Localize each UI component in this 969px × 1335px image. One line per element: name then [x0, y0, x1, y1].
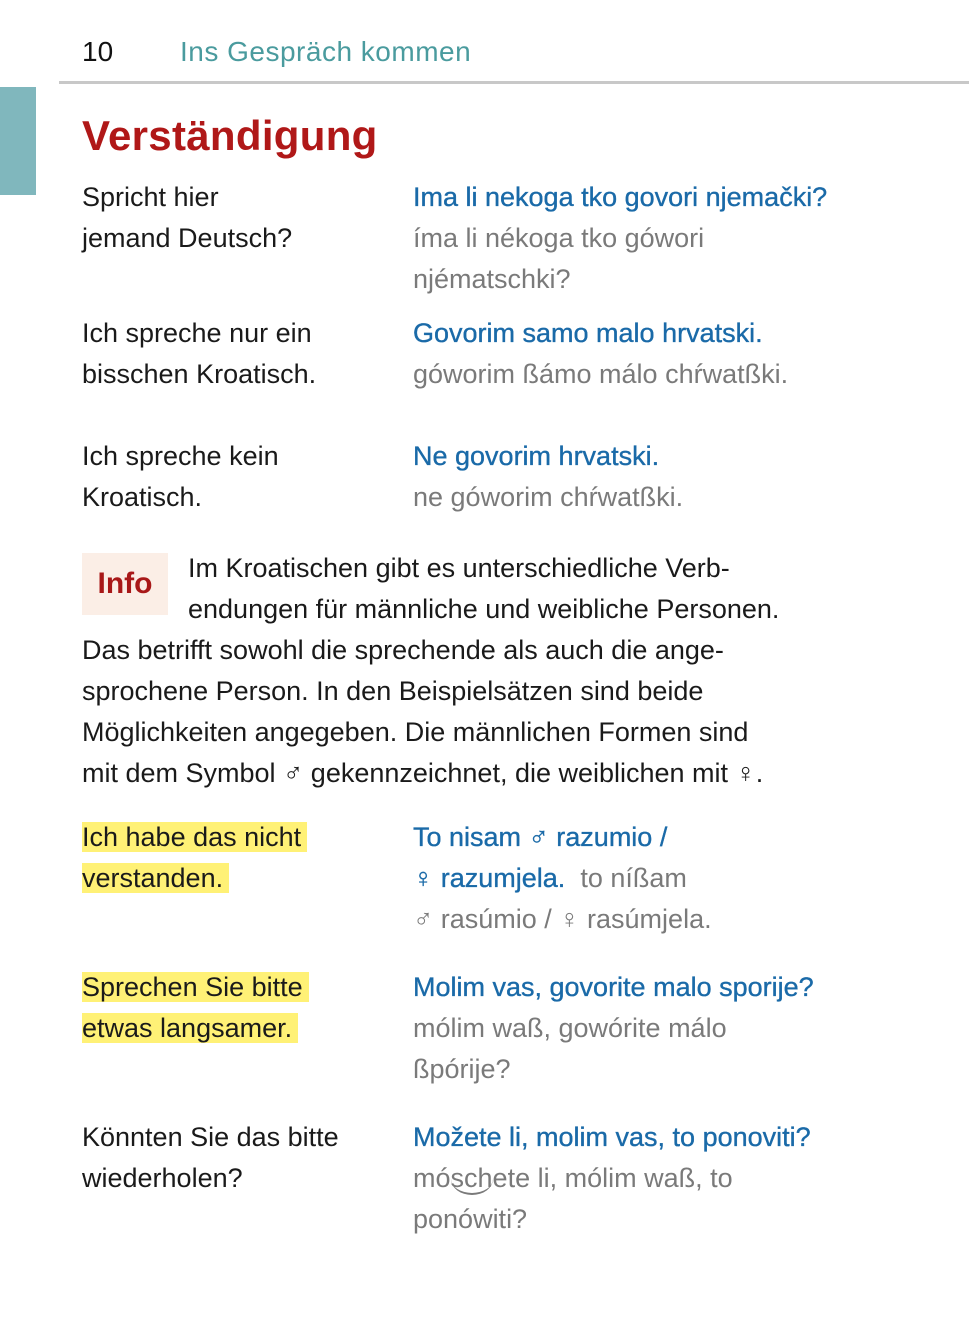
pronunciation: mólim waß, gowórite málo — [413, 1013, 727, 1043]
chapter-tab-marker — [0, 87, 36, 195]
pronunciation-part: ete li, mólim waß, to — [492, 1163, 733, 1193]
highlighted-german-line: verstanden. — [82, 863, 229, 893]
croatian-text: Ima li nekoga tko govori njemački? — [413, 182, 828, 212]
croatian-text: Možete li, molim vas, to ponoviti? — [413, 1122, 811, 1152]
german-line: Ich spreche nur ein — [82, 318, 312, 348]
croatian-phrase — [413, 967, 814, 1090]
highlighted-german-line: Sprechen Sie bitte — [82, 972, 309, 1002]
pronunciation: góworim ßámo málo chŕwatßki. — [413, 359, 789, 389]
info-label: Info — [82, 553, 168, 615]
pronunciation: ponówiti? — [413, 1204, 528, 1234]
german-line: bisschen Kroatisch. — [82, 359, 317, 389]
pronunciation: njématschki? — [413, 264, 571, 294]
page-number: 10 — [82, 36, 114, 67]
pronunciation: ♂ rasúmio / ♀ rasúmjela. — [413, 904, 712, 934]
liaison-arc-part: sch — [450, 1163, 493, 1193]
pronunciation: ne góworim chŕwatßki. — [413, 482, 684, 512]
croatian-text: ♀ razumjela. — [413, 863, 566, 893]
german-phrase — [82, 817, 402, 899]
info-box — [82, 548, 892, 794]
pronunciation-part: mó — [413, 1163, 451, 1193]
german-line: Kroatisch. — [82, 482, 203, 512]
croatian-text: Govorim samo malo hrvatski. — [413, 318, 763, 348]
croatian-text: Molim vas, govorite malo sporije? — [413, 972, 814, 1002]
running-title: Ins Gespräch kommen — [180, 36, 472, 67]
german-phrase — [82, 967, 402, 1049]
info-text-line: endungen für männliche und weibliche Personen. — [188, 594, 780, 624]
pronunciation: to níßam — [580, 863, 687, 893]
info-text-line: Das betrifft sowohl die sprechende als auch die ange- — [82, 635, 724, 665]
german-phrase — [82, 313, 402, 395]
croatian-phrase — [413, 313, 788, 395]
info-text-line: Möglichkeiten angegeben. Die männlichen Formen sind — [82, 717, 749, 747]
pronunciation: ßpórije? — [413, 1054, 511, 1084]
german-line: Ich spreche kein — [82, 441, 279, 471]
german-phrase — [82, 436, 402, 518]
section-title: Verständigung — [82, 112, 378, 159]
croatian-phrase — [413, 177, 827, 300]
info-text-line: Im Kroatischen gibt es unterschiedliche Verb- — [188, 553, 730, 583]
german-line: wiederholen? — [82, 1163, 243, 1193]
header-divider — [59, 81, 969, 84]
german-line: Könnten Sie das bitte — [82, 1122, 339, 1152]
croatian-phrase — [413, 1117, 811, 1240]
pronunciation — [413, 1158, 811, 1199]
croatian-phrase — [413, 436, 683, 518]
german-line: jemand Deutsch? — [82, 223, 293, 253]
info-text-line: mit dem Symbol ♂ gekennzeichnet, die weiblichen mit ♀. — [82, 758, 764, 788]
pronunciation: íma li nékoga tko gówori — [413, 223, 705, 253]
croatian-phrase — [413, 817, 712, 940]
highlighted-german-line: etwas langsamer. — [82, 1013, 298, 1043]
german-phrase — [82, 177, 402, 259]
german-line: Spricht hier — [82, 182, 219, 212]
croatian-text: Ne govorim hrvatski. — [413, 441, 660, 471]
german-phrase — [82, 1117, 402, 1199]
highlighted-german-line: Ich habe das nicht — [82, 822, 307, 852]
croatian-text: To nisam ♂ razumio / — [413, 822, 668, 852]
info-text-line: sprochene Person. In den Beispielsätzen sind beide — [82, 676, 704, 706]
